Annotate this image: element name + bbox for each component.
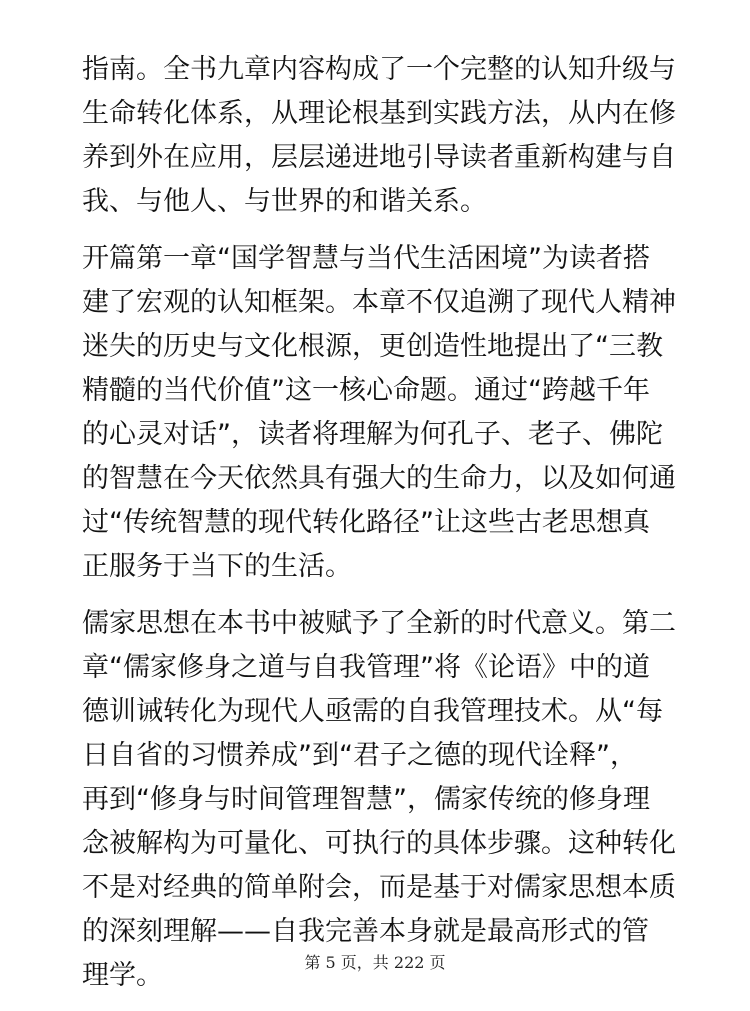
text-line: 再到“修身与时间管理智慧”，儒家传统的修身理: [82, 784, 650, 815]
text-line: 生命转化体系，从理论根基到实践方法，从内在修: [82, 98, 676, 129]
text-line: 儒家思想在本书中被赋予了全新的时代意义。第二: [82, 608, 676, 639]
text-line: 建了宏观的认知框架。本章不仅追溯了现代人精神: [82, 287, 676, 318]
text-line: 念被解构为可量化、可执行的具体步骤。这种转化: [82, 828, 676, 859]
text-line: 日自省的习惯养成”到“君子之德的现代诠释”，: [82, 740, 637, 771]
text-line: 开篇第一章“国学智慧与当代生活困境”为读者搭: [82, 243, 650, 274]
text-line: 正服务于当下的生活。: [82, 551, 352, 582]
text-line: 的心灵对话”，读者将理解为何孔子、老子、佛陀: [82, 419, 663, 450]
text-line: 不是对经典的简单附会，而是基于对儒家思想本质: [82, 872, 676, 903]
document-body: [82, 48, 682, 1011]
text-line: 精髓的当代价值”这一核心命题。通过“跨越千年: [82, 375, 650, 406]
text-line: 德训诫转化为现代人亟需的自我管理技术。从“每: [82, 696, 663, 727]
text-line: 养到外在应用，层层递进地引导读者重新构建与自: [82, 142, 676, 173]
text-line: 的深刻理解——自我完善本身就是最高形式的管: [82, 916, 649, 947]
text-line: 理学。: [82, 960, 163, 991]
text-line: 章“儒家修身之道与自我管理”将《论语》中的道: [82, 652, 650, 683]
text-line: 我、与他人、与世界的和谐关系。: [82, 186, 487, 217]
text-line: 的智慧在今天依然具有强大的生命力，以及如何通: [82, 463, 676, 494]
paragraph-2: [82, 237, 682, 589]
text-line: 过“传统智慧的现代转化路径”让这些古老思想真: [82, 507, 650, 538]
text-line: 迷失的历史与文化根源，更创造性地提出了“三教: [82, 331, 663, 362]
paragraph-1: [82, 48, 682, 224]
text-line: 指南。全书九章内容构成了一个完整的认知升级与: [82, 54, 676, 85]
paragraph-3: [82, 602, 682, 998]
page-number: 第 5 页，共 222 页: [304, 953, 446, 972]
